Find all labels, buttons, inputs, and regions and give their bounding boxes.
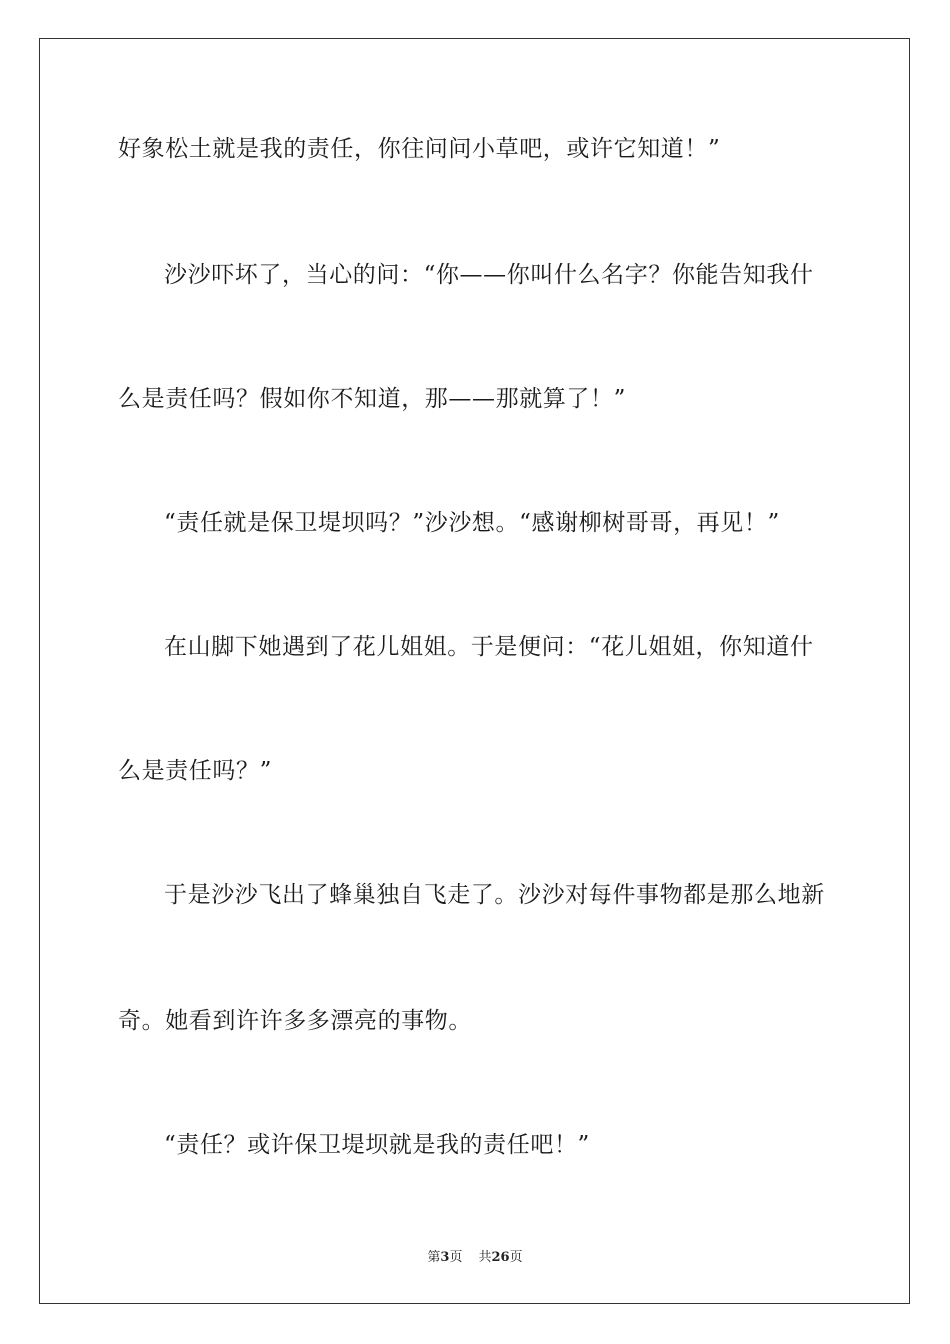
page-prefix: 第 [427, 1250, 441, 1265]
text-line-9: “责任？或许保卫堤坝就是我的责任吧！” [164, 1132, 590, 1158]
page-number: 3 [440, 1250, 450, 1265]
text-line-4: “责任就是保卫堤坝吗？”沙沙想。“感谢柳树哥哥，再见！” [164, 510, 780, 536]
text-line-8: 奇。她看到许许多多漂亮的事物。 [118, 1008, 472, 1034]
text-line-2: 沙沙吓坏了，当心的问：“你——你叫什么名字？你能告知我什 [164, 262, 814, 288]
text-line-6: 么是责任吗？” [118, 758, 272, 784]
text-line-7: 于是沙沙飞出了蜂巢独自飞走了。沙沙对每件事物都是那么地新 [164, 882, 825, 908]
page-footer [0, 1246, 950, 1265]
text-line-1: 好象松土就是我的责任，你往问问小草吧，或许它知道！” [118, 136, 721, 162]
page-border [39, 38, 910, 1304]
total-pages: 26 [491, 1250, 510, 1265]
text-line-5: 在山脚下她遇到了花儿姐姐。于是便问：“花儿姐姐，你知道什 [164, 634, 814, 660]
page-suffix: 页 [449, 1250, 463, 1265]
total-suffix: 页 [509, 1250, 523, 1265]
text-line-3: 么是责任吗？假如你不知道，那——那就算了！” [118, 386, 626, 412]
total-prefix: 共 [478, 1250, 492, 1265]
